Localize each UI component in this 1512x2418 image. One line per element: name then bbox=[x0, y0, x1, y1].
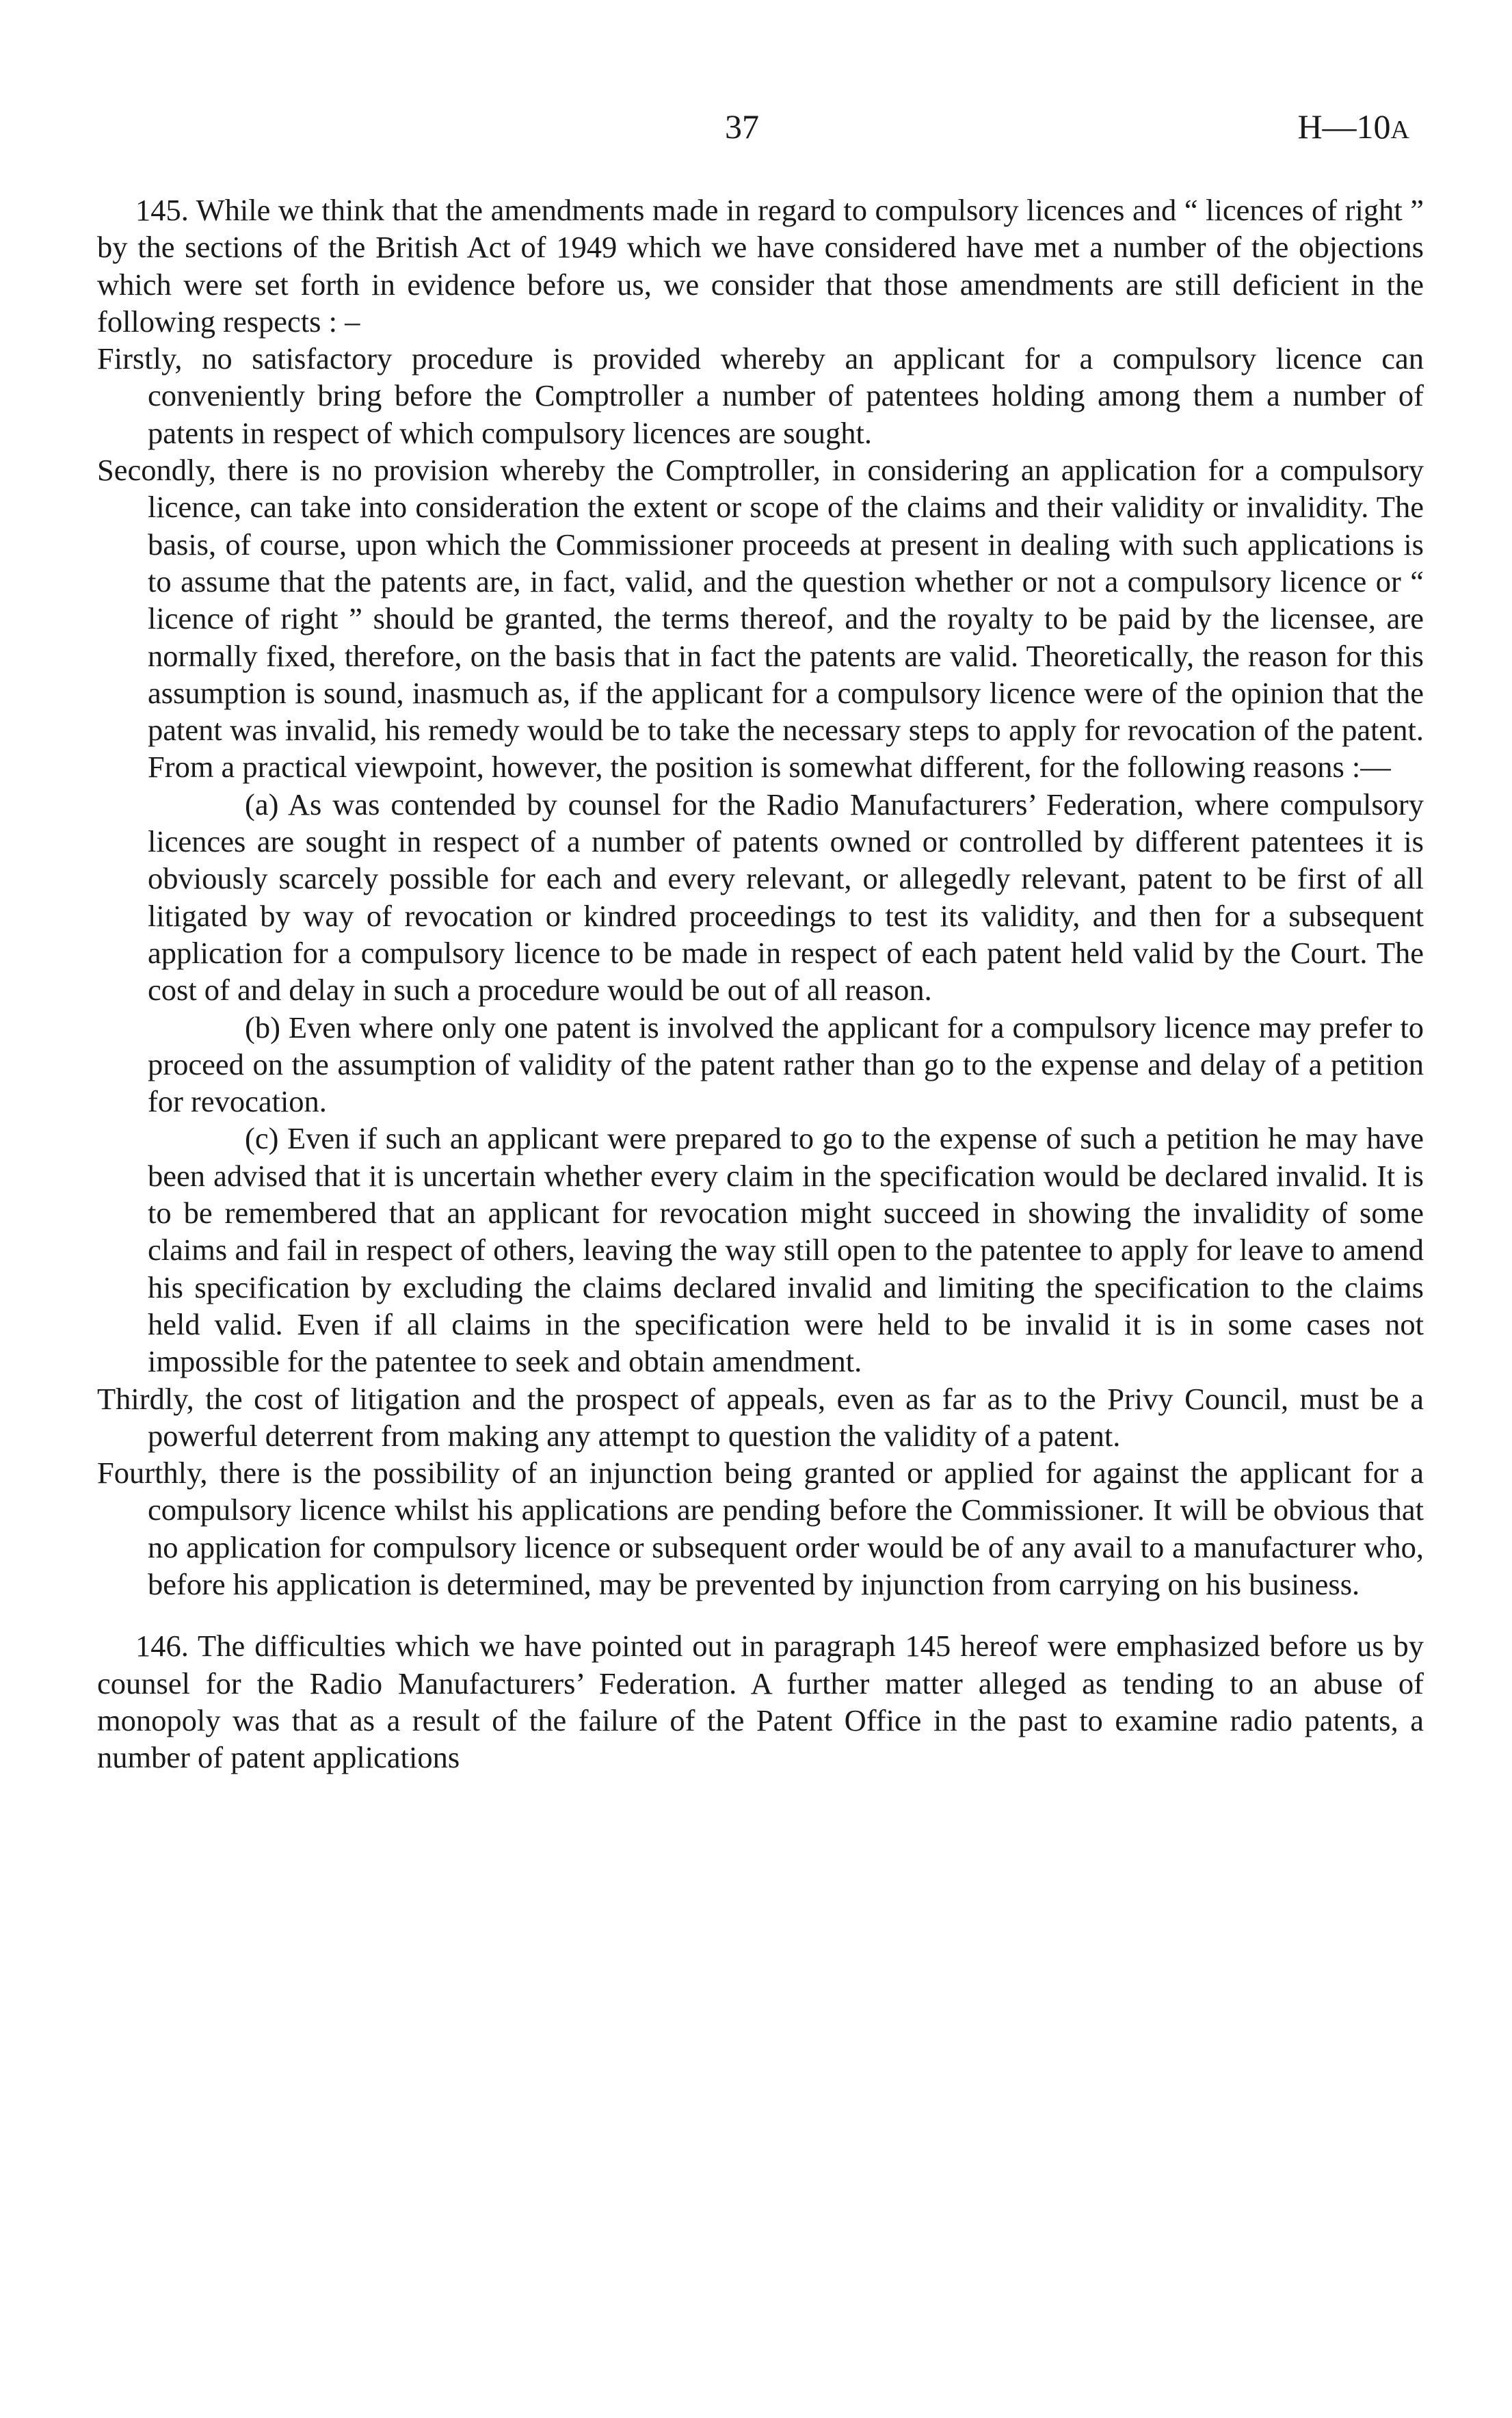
reason-thirdly: Thirdly, the cost of litigation and the prospect of appeals, even as far as to the Privy Council, must be a powerful deterrent from making any attempt to question the validity of a patent. bbox=[97, 1381, 1424, 1453]
document-code-main: H—10 bbox=[1297, 107, 1391, 146]
body-text bbox=[97, 192, 1424, 1776]
document-code bbox=[1297, 103, 1409, 154]
subparagraph-b: (b) Even where only one patent is involved the applicant for a compulsory licence may prefer to proceed on the assumption of validity of the patent rather than go to the expense and delay of a petition for revocation. bbox=[148, 1010, 1424, 1119]
page-header bbox=[0, 103, 1512, 150]
paragraph-145: 145. While we think that the amendments made in regard to compulsory licences and “ licences of right ” by the sections of the British Act of 1949 which we have considered have met a number of the objections which were set forth in evidence before us, we consider that those amendments are still deficient in the following respects : – bbox=[97, 193, 1424, 339]
paragraph-146: 146. The difficulties which we have pointed out in paragraph 145 hereof were emphasized before us by counsel for the Radio Manufacturers’ Federation. A further matter alleged as tending to an abuse of monopoly was that as a result of the failure of the Patent Office in the past to examine radio patents, a number of patent applications bbox=[97, 1629, 1424, 1775]
document-code-suffix: A bbox=[1390, 116, 1409, 144]
reason-fourthly: Fourthly, there is the possibility of an injunction being granted or applied for against the applicant for a compulsory licence whilst his applications are pending before the Commissioner. It will be obvious that no application for compulsory licence or subsequent order would be of any avail to a manufacturer who, before his application is determined, may be prevented by injunction from carrying on his business. bbox=[97, 1456, 1424, 1601]
subparagraph-c: (c) Even if such an applicant were prepared to go to the expense of such a petition he may have been advised that it is uncertain whether every claim in the specification would be declared invalid. It is to be remembered that an applicant for revocation might succeed in showing the invalidity of some claims and fail in respect of others, leaving the way still open to the patentee to apply for leave to amend his specification by excluding the claims declared invalid and limiting the specification to the claims held valid. Even if all claims in the specification were held to be invalid it is in some cases not impossible for the patentee to seek and obtain amendment. bbox=[148, 1121, 1424, 1379]
page-number: 37 bbox=[725, 107, 759, 146]
reason-secondly: Secondly, there is no provision whereby the Comptroller, in considering an application for a compulsory licence, can take into consideration the extent or scope of the claims and their validity or invalidity. The basis, of course, upon which the Commissioner proceeds at present in dealing with such applications is to assume that the patents are, in fact, valid, and the question whether or not a compulsory licence or “ licence of right ” should be granted, the terms thereof, and the royalty to be paid by the licensee, are normally fixed, therefore, on the basis that in fact the patents are valid. Theoretically, the reason for this assumption is sound, inasmuch as, if the applicant for a compulsory licence were of the opinion that the patent was invalid, his remedy would be to take the necessary steps to apply for revocation of the patent. From a practical viewpoint, however, the position is somewhat different, for the following reasons :— bbox=[97, 453, 1424, 785]
reason-firstly: Firstly, no satisfactory procedure is provided whereby an applicant for a compulsory licence can conveniently bring before the Comptroller a number of patentees holding among them a number of patents in respect of which compulsory licences are sought. bbox=[97, 341, 1424, 450]
subparagraph-a: (a) As was contended by counsel for the Radio Manufacturers’ Federation, where compulsory licences are sought in respect of a number of patents owned or controlled by different patentees it is obviously scarcely possible for each and every relevant, or allegedly relevant, patent to be first of all litigated by way of revocation or kindred proceedings to test its validity, and then for a subsequent application for a compulsory licence to be made in respect of each patent held valid by the Court. The cost of and delay in such a procedure would be out of all reason. bbox=[148, 787, 1424, 1008]
